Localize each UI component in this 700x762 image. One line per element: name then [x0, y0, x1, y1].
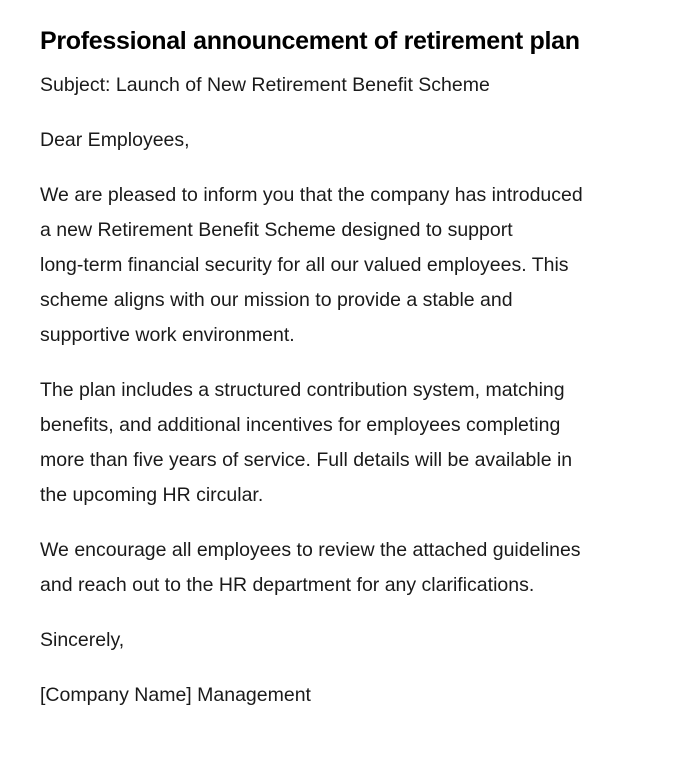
- body-paragraph-1: We are pleased to inform you that the company has introduced a new Retirement Benefit Scheme designed to support long-term financial security for all our valued employees. This scheme aligns with our mission to provide a stable and supportive work environment.: [40, 184, 583, 346]
- salutation: Dear Employees,: [40, 129, 190, 151]
- signature: [Company Name] Management: [40, 684, 311, 706]
- closing: Sincerely,: [40, 629, 125, 651]
- page-title: Professional announcement of retirement plan: [40, 27, 580, 55]
- body-paragraph-2: The plan includes a structured contribution system, matching benefits, and additional incentives for employees completing more than five years of service. Full details will be available in the upcoming HR circular.: [40, 379, 573, 506]
- subject-line: Subject: Launch of New Retirement Benefit Scheme: [40, 74, 490, 96]
- body-paragraph-3: We encourage all employees to review the attached guidelines and reach out to the HR department for any clarifications.: [40, 539, 581, 596]
